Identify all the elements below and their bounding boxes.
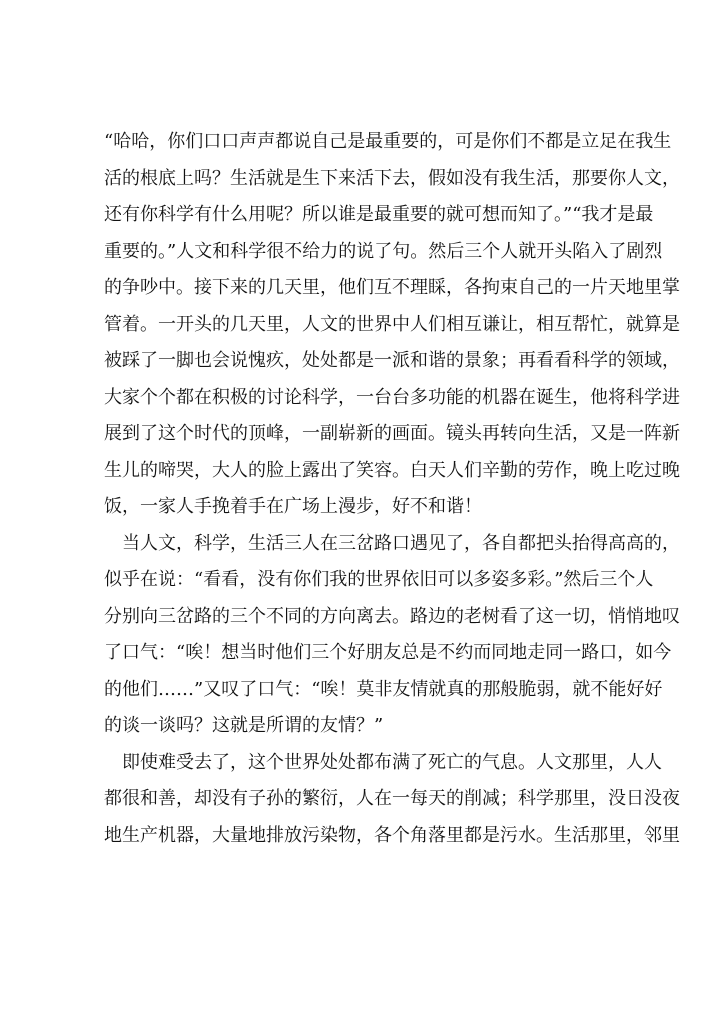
text-line: 还有你科学有什么用呢？所以谁是最重要的就可想而知了。”“我才是最 (104, 204, 654, 225)
text-line: 都很和善，却没有子孙的繁衍，人在一每天的削减；科学那里，没日没夜 (104, 788, 680, 809)
text-line: 大家个个都在积极的讨论科学，一台台多功能的机器在诞生，他将科学进 (104, 386, 680, 408)
text-line: 饭，一家人手挽着手在广场上漫步，好不和谐！ (104, 496, 482, 517)
text-line: 分别向三岔路的三个不同的方向离去。路边的老树看了这一切，悄悄地叹 (104, 605, 680, 627)
text-line: 重要的。”人文和科学很不给力的说了句。然后三个人就开头陷入了剧烈 (104, 240, 663, 262)
text-line: 的谈一谈吗？这就是所谓的友情？” (104, 715, 384, 736)
text-line: 即使难受去了，这个世界处处都布满了死亡的气息。人文那里，人人 (122, 751, 662, 773)
text-line: “哈哈，你们口口声声都说自己是最重要的，可是你们不都是立足在我生 (104, 131, 672, 152)
text-line: 当人文，科学，生活三人在三岔路口遇见了，各自都把头抬得高高的， (122, 532, 680, 554)
text-line: 似乎在说：“看看，没有你们我的世界依旧可以多姿多彩。”然后三个人 (104, 569, 654, 590)
text-line: 地生产机器，大量地排放污染物，各个角落里都是污水。生活那里，邻里 (104, 824, 680, 846)
text-line: 管着。一开头的几天里，人文的世界中人们相互谦让，相互帮忙，就算是 (104, 313, 680, 335)
text-line: 的他们……”又叹了口气：“唉！莫非友情就真的那般脆弱，就不能好好 (104, 678, 663, 700)
text-line: 展到了这个时代的顶峰，一副崭新的画面。镜头再转向生活，又是一阵新 (104, 423, 680, 444)
body-text (104, 124, 680, 854)
text-line: 生儿的啼哭，大人的脸上露出了笑容。白天人们辛勤的劳作，晚上吃过晚 (104, 459, 680, 481)
text-line: 的争吵中。接下来的几天里，他们互不理睬，各拘束自己的一片天地里掌 (104, 277, 680, 298)
text-line: 了口气：“唉！想当时他们三个好朋友总是不约而同地走同一路口，如今 (104, 642, 672, 663)
text-line: 被踩了一脚也会说愧疚，处处都是一派和谐的景象；再看看科学的领域， (104, 350, 680, 371)
text-line: 活的根底上吗？生活就是生下来活下去，假如没有我生活，那要你人文， (104, 167, 680, 189)
